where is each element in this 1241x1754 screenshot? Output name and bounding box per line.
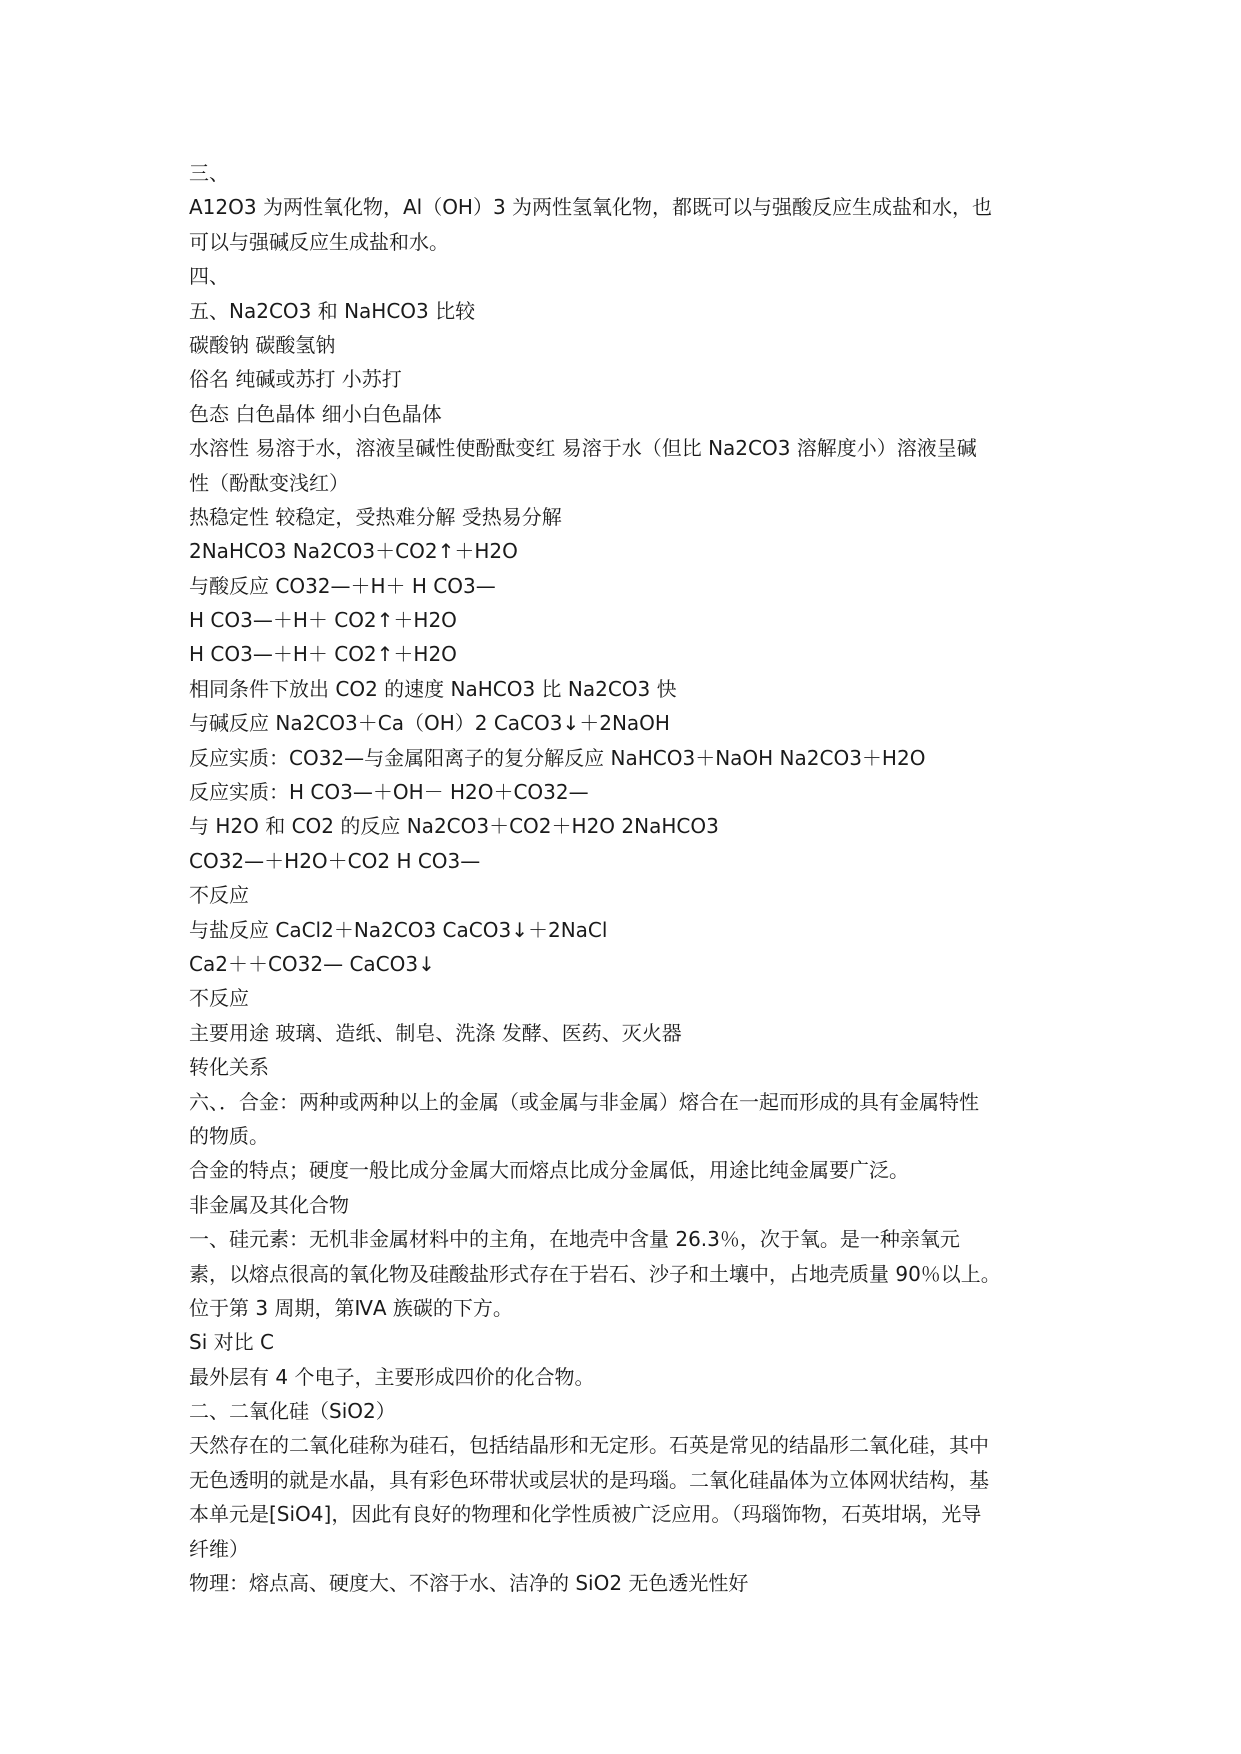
text-line: 四、 [189,264,229,289]
text-line: 三、 [189,161,229,185]
text-line: 反应实质：CO32—与金属阳离子的复分解反应 NaHCO3＋NaOH Na2CO3＋H2O [189,745,926,770]
text-line: 的物质。 [189,1123,269,1148]
text-line: H CO3—＋H＋ CO2↑＋H2O [189,608,457,633]
text-line: 不反应 [189,883,249,908]
text-line: Si 对比 C [189,1330,274,1355]
text-line: 无色透明的就是水晶，具有彩色环带状或层状的是玛瑙。二氧化硅晶体为立体网状结构，基 [189,1467,989,1492]
text-line: 非金属及其化合物 [189,1192,349,1217]
text-line: 热稳定性 较稳定，受热难分解 受热易分解 [189,504,562,529]
text-line: 水溶性 易溶于水，溶液呈碱性使酚酞变红 易溶于水（但比 Na2CO3 溶解度小）溶液呈碱 [189,436,977,461]
text-line: 俗名 纯碱或苏打 小苏打 [189,367,402,392]
text-line: 反应实质：H CO3—＋OH－ H2O＋CO32— [189,780,589,805]
text-line: 五、Na2CO3 和 NaHCO3 比较 [189,298,476,323]
text-line: H CO3—＋H＋ CO2↑＋H2O [189,642,457,667]
text-line: 主要用途 玻璃、造纸、制皂、洗涤 发酵、医药、灭火器 [189,1020,682,1045]
text-line: 与盐反应 CaCl2＋Na2CO3 CaCO3↓＋2NaCl [189,917,608,942]
text-line: 本单元是[SiO4]，因此有良好的物理和化学性质被广泛应用。（玛瑙饰物，石英坩埚，光导 [189,1502,982,1527]
text-line: 纤维） [189,1536,249,1561]
text-line: 合金的特点；硬度一般比成分金属大而熔点比成分金属低，用途比纯金属要广泛。 [189,1158,909,1183]
text-line: 不反应 [189,986,249,1011]
text-line: 性（酚酞变浅红） [189,470,349,495]
text-line: 碳酸钠 碳酸氢钠 [189,332,336,357]
text-line: 色态 白色晶体 细小白色晶体 [189,401,442,426]
text-line: 与酸反应 CO32—＋H＋ H CO3— [189,573,496,598]
text-line: 与 H2O 和 CO2 的反应 Na2CO3＋CO2＋H2O 2NaHCO3 [189,814,719,839]
text-line: 可以与强碱反应生成盐和水。 [189,229,449,254]
text-line: 相同条件下放出 CO2 的速度 NaHCO3 比 Na2CO3 快 [189,676,677,701]
text-line: 最外层有 4 个电子，主要形成四价的化合物。 [189,1364,595,1389]
text-line: A12O3 为两性氧化物，Al（OH）3 为两性氢氧化物，都既可以与强酸反应生成盐和水，也 [189,195,993,220]
text-line: 2NaHCO3 Na2CO3＋CO2↑＋H2O [189,539,518,564]
text-line: 位于第 3 周期，第ⅣA 族碳的下方。 [189,1295,513,1320]
text-line: 天然存在的二氧化硅称为硅石，包括结晶形和无定形。石英是常见的结晶形二氧化硅，其中 [189,1433,989,1458]
text-line: 转化关系 [189,1055,269,1080]
text-line: 一、硅元素：无机非金属材料中的主角，在地壳中含量 26.3％，次于氧。是一种亲氧元 [189,1227,960,1252]
text-line: 素，以熔点很高的氧化物及硅酸盐形式存在于岩石、沙子和土壤中，占地壳质量 90％以上。 [189,1261,1001,1286]
text-line: CO32—＋H2O＋CO2 H CO3— [189,848,481,873]
document-body [189,156,1061,1600]
text-line: 与碱反应 Na2CO3＋Ca（OH）2 CaCO3↓＋2NaOH [189,711,670,736]
text-line: 二、二氧化硅（SiO2） [189,1399,396,1424]
text-line: Ca2＋＋CO32— CaCO3↓ [189,951,435,976]
text-line: 物理：熔点高、硬度大、不溶于水、洁净的 SiO2 无色透光性好 [189,1571,749,1596]
text-line: 六、．合金：两种或两种以上的金属（或金属与非金属）熔合在一起而形成的具有金属特性 [189,1089,979,1114]
